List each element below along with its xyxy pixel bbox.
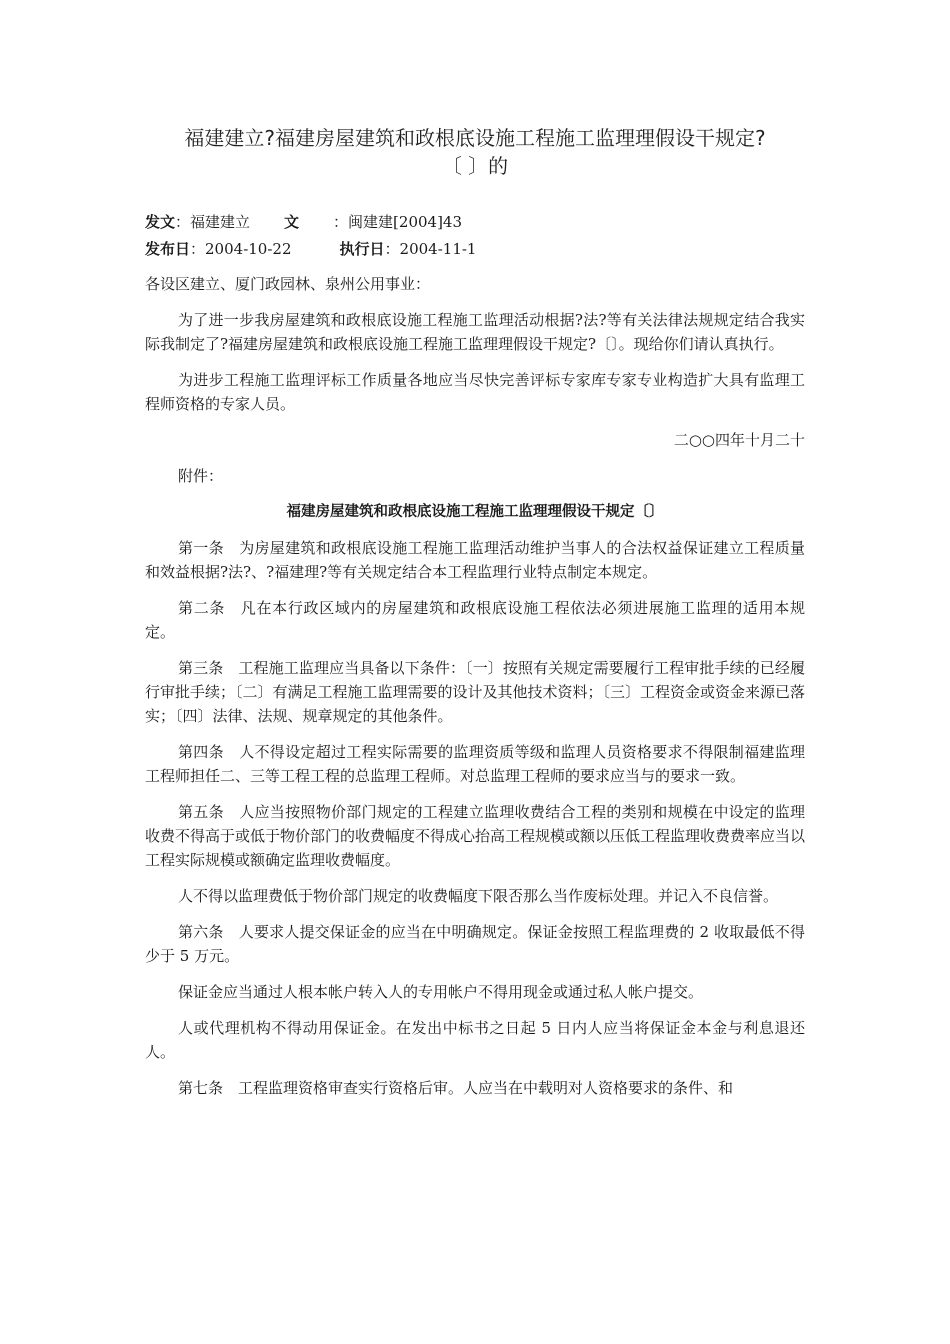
docno-label: 文 xyxy=(284,213,300,231)
paragraph: 二○○四年十月二十 xyxy=(673,431,805,449)
docno-value: ：闽建建[2004]43 xyxy=(333,213,463,231)
paragraph: 第四条 人不得设定超过工程实际需要的监理资质等级和监理人员资格要求不得限制福建监理工程师担任二、三等工程工程的总监理工程师。对总监理工程师的要求应当与的要求一致。 xyxy=(145,743,805,785)
paragraph: 第五条 人应当按照物价部门规定的工程建立监理收费结合工程的类别和规模在中设定的监理收费不得高于或低于物价部门的收费幅度不得成心抬高工程规模或额以压低工程监理收费费率应当以工程实际规模或额确定监理收费幅度。 xyxy=(145,803,806,869)
paragraph: 附件： xyxy=(178,467,224,485)
date-value: ：2004-10-22 xyxy=(190,240,292,258)
issuer-value: ：福建建立 xyxy=(175,213,251,231)
paragraph: 第三条 工程施工监理应当具备以下条件：〔一〕按照有关规定需要履行工程审批手续的已经履行审批手续；〔二〕有满足工程施工监理需要的设计及其他技术资料；〔三〕工程资金或资金来源已落实；〔四〕法律、法规、规章规定的其他条件。 xyxy=(145,659,806,725)
paragraph: 人或代理机构不得动用保证金。在发出中标书之日起 5 日内人应当将保证金本金与利息退还人。 xyxy=(145,1019,805,1061)
paragraph: 各设区建立、厦门政园林、泉州公用事业： xyxy=(145,275,431,293)
date-label: 发布日 xyxy=(145,240,191,258)
attachment-title: 福建房屋建筑和政根底设施工程施工监理理假设干规定〔〕 xyxy=(286,504,664,520)
paragraph: 第二条 凡在本行政区域内的房屋建筑和政根底设施工程依法必须进展施工监理的适用本规定。 xyxy=(145,599,805,641)
effective-value: ：2004-11-1 xyxy=(384,240,477,258)
paragraph: 第一条 为房屋建筑和政根底设施工程施工监理活动维护当事人的合法权益保证建立工程质量和效益根据?法?、?福建理?等有关规定结合本工程监理行业特点制定本规定。 xyxy=(145,539,805,581)
paragraph: 保证金应当通过人根本帐户转入人的专用帐户不得用现金或通过私人帐户提交。 xyxy=(178,983,704,1001)
meta-row-dates xyxy=(145,237,476,261)
meta-row-issuer xyxy=(145,210,462,234)
document-body xyxy=(145,272,805,1112)
title-line-2: 〔 〕的 xyxy=(441,154,509,178)
document-title xyxy=(145,124,805,180)
paragraph: 第六条 人要求人提交保证金的应当在中明确规定。保证金按照工程监理费的 2 收取最低不得少于 5 万元。 xyxy=(145,923,805,965)
effective-label: 执行日 xyxy=(339,240,385,258)
paragraph: 人不得以监理费低于物价部门规定的收费幅度下限否那么当作废标处理。并记入不良信誉。 xyxy=(178,887,779,905)
paragraph: 为了进一步我房屋建筑和政根底设施工程施工监理活动根据?法?等有关法律法规规定结合我实际我制定了?福建房屋建筑和政根底设施工程施工监理理假设干规定?〔〕。现给你们请认真执行。 xyxy=(145,311,805,353)
paragraph: 为进步工程施工监理评标工作质量各地应当尽快完善评标专家库专家专业构造扩大具有监理工程师资格的专家人员。 xyxy=(145,371,805,413)
title-line-1: 福建建立?福建房屋建筑和政根底设施工程施工监理理假设干规定? xyxy=(184,126,766,150)
paragraph: 第七条 工程监理资格审查实行资格后审。人应当在中载明对人资格要求的条件、和 xyxy=(178,1079,734,1097)
issuer-label: 发文 xyxy=(145,213,176,231)
